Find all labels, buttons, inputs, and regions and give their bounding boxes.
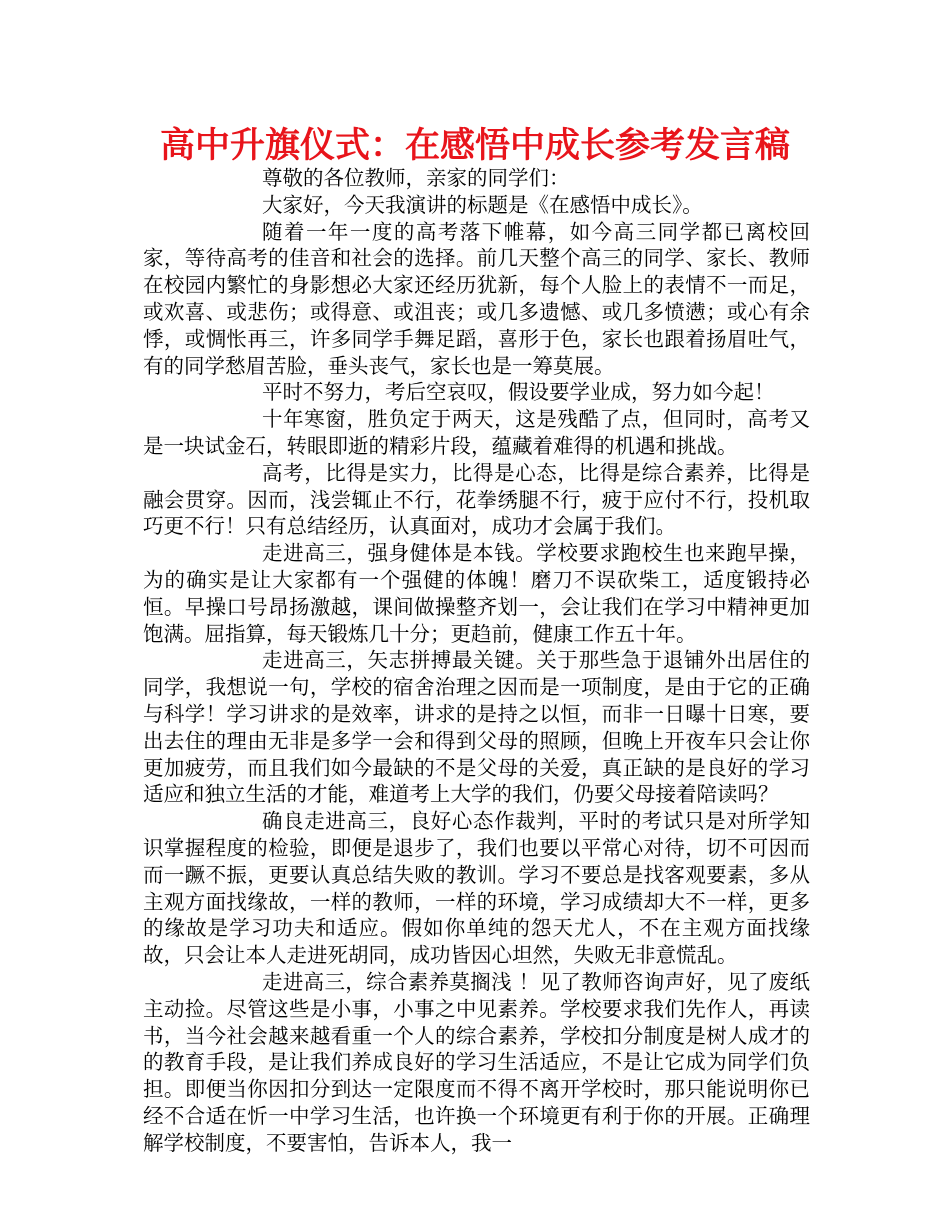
- paragraph: 走进高三，强身健体是本钱。学校要求跑校生也来跑早操，为的确实是让大家都有一个强健的体魄！磨刀不误砍柴工，适度锻持必恒。早操口号昂扬激越，课间做操整齐划一，会让我们在学习中精神更加饱满。屈指算，每天锻炼几十分；更趋前，健康工作五十年。: [143, 541, 810, 646]
- paragraph: 平时不努力，考后空哀叹，假设要学业成，努力如今起！: [262, 380, 775, 405]
- paragraph-greeting: 大家好，今天我演讲的标题是《在感悟中成长》。: [262, 192, 703, 217]
- document-body: [143, 165, 810, 1156]
- paragraph-salutation: 尊敬的各位教师，亲家的同学们：: [262, 166, 570, 190]
- paragraph: 十年寒窗，胜负定于两天，这是残酷了点，但同时，高考又是一块试金石，转眼即逝的精彩片段，蕴藏着难得的机遇和挑战。: [143, 407, 810, 458]
- paragraph: 高考，比得是实力，比得是心态，比得是综合素养，比得是融会贯穿。因而，浅尝辄止不行，花拳绣腿不行，疲于应付不行，投机取巧更不行！只有总结经历，认真面对，成功才会属于我们。: [143, 460, 810, 539]
- paragraph: 随着一年一度的高考落下帷幕，如今高三同学都已离校回家，等待高考的佳音和社会的选择。前几天整个高三的同学、家长、教师在校园内繁忙的身影想必大家还经历犹新，每个人脸上的表情不一而足，或欢喜、或悲伤；或得意、或沮丧；或几多遗憾、或几多愤懑；或心有余悸，或惆怅再三，许多同学手舞足蹈，喜形于色，家长也跟着扬眉吐气，有的同学愁眉苦脸，垂头丧气，家长也是一筹莫展。: [143, 219, 810, 378]
- paragraph: 走进高三，矢志拼搏最关键。关于那些急于退铺外出居住的同学，我想说一句，学校的宿舍治理之因而是一项制度，是由于它的正确与科学！学习讲求的是效率，讲求的是持之以恒，而非一日曝十日寒，要出去住的理由无非是多学一会和得到父母的照顾，但晚上开夜车只会让你更加疲劳，而且我们如今最缺的不是父母的关爱，真正缺的是良好的学习适应和独立生活的才能，难道考上大学的我们，仍要父母接着陪读吗？: [143, 648, 810, 807]
- paragraph: 走进高三，综合素养莫搁浅 ！见了教师咨询声好，见了废纸主动捡。尽管这些是小事，小事之中见素养。学校要求我们先作人，再读书，当今社会越来越看重一个人的综合素养，学校扣分制度是树人成才的的教育手段，是让我们养成良好的学习生活适应，不是让它成为同学们负担。即便当你因扣分到达一定限度而不得不离开学校时，那只能说明你已经不合适在忻一中学习生活，也许换一个环境更有利于你的开展。正确理解学校制度，不要害怕，告诉本人，我一: [143, 969, 810, 1155]
- document-title: 高中升旗仪式：在感悟中成长参考发言稿: [159, 126, 790, 166]
- paragraph: 确良走进高三，良好心态作裁判，平时的考试只是对所学知识掌握程度的检验，即便是退步了，我们也要以平常心对待，切不可因而而一蹶不振，更要认真总结失败的教训。学习不要总是找客观要素，多从主观方面找缘故，一样的教师，一样的环境，学习成绩却大不一样，更多的缘故是学习功夫和适应。假如你单纯的怨天尤人，不在主观方面找缘故，只会让本人走进死胡同，成功皆因心坦然，失败无非意慌乱。: [143, 809, 810, 968]
